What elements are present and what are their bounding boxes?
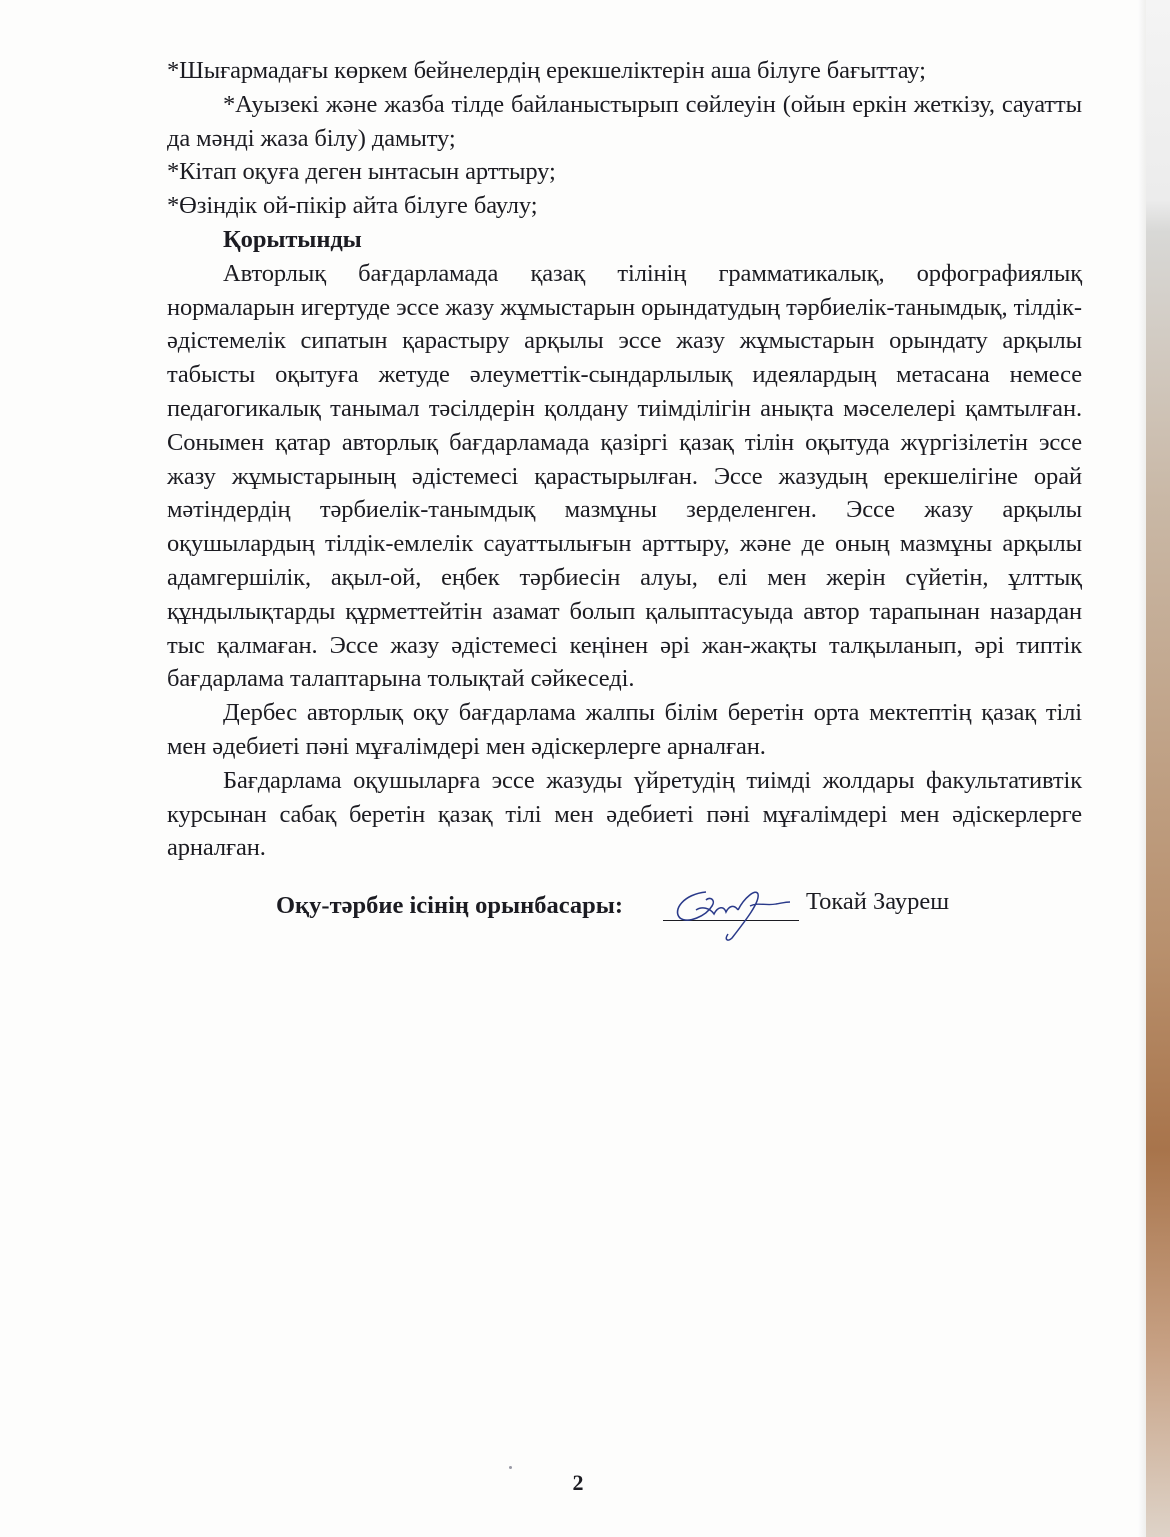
bullet-item: *Ауызекі және жазба тілде байланыстырып сөйлеуін (ойын еркін жеткізу, сауатты да мәнді жаза білу) дамыту; <box>167 90 1082 152</box>
conclusion-paragraph: Авторлық бағдарламада қазақ тілінің грамматикалық, орфографиялық нормаларын игертуде эссе жазу жұмыстарын орындатудың тәрбиелік-танымдық, тілдік-әдістемелік сипатын қарастыру арқылы эссе жазу жұмыстарын орындату арқылы табысты оқытуға жетуде әлеуметтік-сындарлылық идеялардың метасана немесе педагогикалық танымал тәсілдерін қолдану тиімділігін анықта мәселелері қамтылған. Сонымен қатар авторлық бағдарламада қазіргі қазақ тілін оқытуда жүргізілетін эссе жазу жұмыстарының әдістемесі қарастырылған. Эссе жазудың ерекшелігіне орай мәтіндердің тәрбиелік-танымдық мазмұны зерделенген. Эссе жазу арқылы оқушылардың тілдік-емлелік сауаттылығын арттыру, және де оның мазмұны арқылы адамгершілік, ақыл-ой, еңбек тәрбиесін алуы, елі мен жерін сүйетін, ұлттық құндылықтарды құрметтейтін азамат болып қалыптасуыда автор тарапынан назардан тыс қалмаған. Эссе жазу әдістемесі кеңінен әрі жан-жақты талқыланып, әрі типтік бағдарлама талаптарына толықтай сәйкеседі. <box>167 259 1082 693</box>
handwritten-signature <box>666 880 806 942</box>
bullet-item: *Кітап оқуға деген ынтасын арттыру; <box>167 158 556 186</box>
page-number: 2 <box>572 1470 584 1495</box>
signatory-title: Оқу-тәрбие ісінің орынбасары: <box>276 892 624 919</box>
bullet-item: *Өзіндік ой-пікір айта білуге баулу; <box>167 192 538 220</box>
page-edge-shadow <box>1138 0 1146 1537</box>
signature-block <box>276 880 1036 940</box>
body-text <box>167 54 1082 865</box>
background-edge <box>1146 0 1170 1537</box>
bullet-item: *Шығармадағы көркем бейнелердің ерекшеліктерін аша білуге бағыттау; <box>167 57 926 84</box>
scan-speck <box>509 1466 512 1469</box>
conclusion-paragraph: Дербес авторлық оқу бағдарлама жалпы білім беретін орта мектептің қазақ тілі мен әдебиеті пәні мұғалімдері мен әдіскерлерге арналған. <box>167 699 1082 760</box>
signatory-name: Токай Зауреш <box>806 888 950 915</box>
section-heading: Қорытынды <box>223 225 362 253</box>
conclusion-paragraph: Бағдарлама оқушыларға эссе жазуды үйретудің тиімді жолдары факультативтік курсынан сабақ беретін қазақ тілі мен әдебиеті пәні мұғалімдері мен әдіскерлерге арналған. <box>167 766 1082 862</box>
